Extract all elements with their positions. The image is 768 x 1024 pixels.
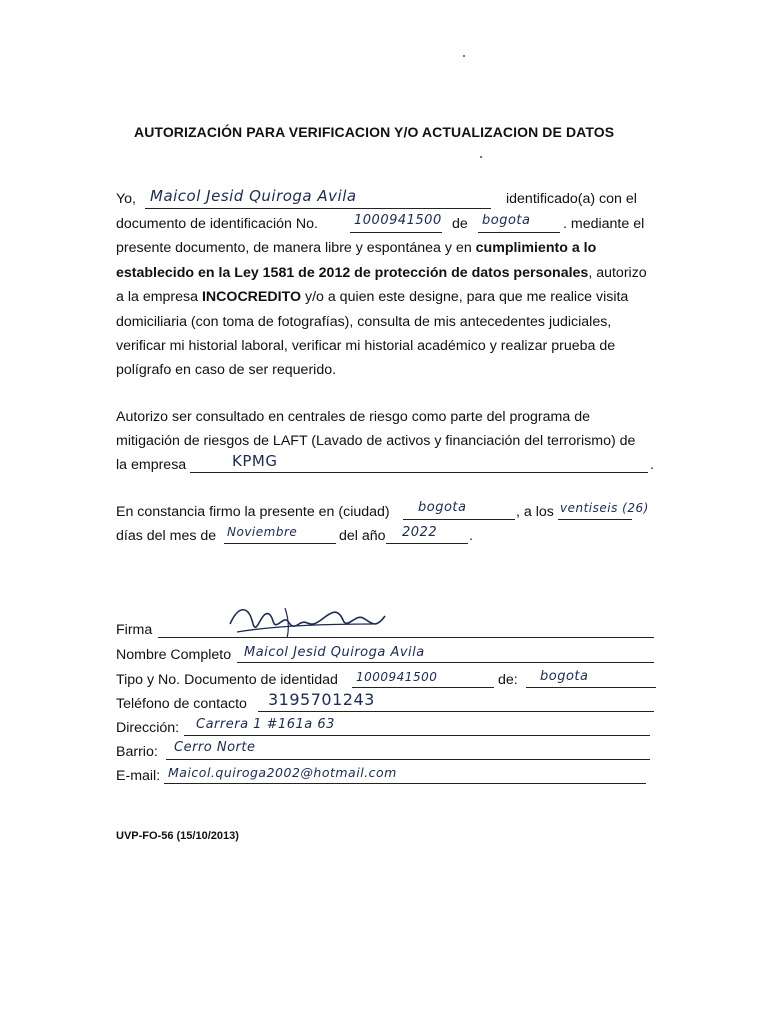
signature <box>225 600 395 642</box>
p1-doc-label: documento de identificación No. <box>116 216 318 232</box>
document-title: AUTORIZACIÓN PARA VERIFICACION Y/O ACTUALIZACION DE DATOS <box>134 124 615 140</box>
month-handwritten: Noviembre <box>227 525 298 539</box>
tipo-handwritten: 1000941500 <box>356 670 438 684</box>
p3-city-handwritten: bogota <box>418 500 467 515</box>
name-handwritten: Maicol Jesid Quiroga Avila <box>150 187 357 205</box>
barrio-line <box>166 759 650 760</box>
dir-line <box>184 735 650 736</box>
p1-line8: polígrafo en caso de ser requerido. <box>116 362 337 378</box>
company-handwritten: KPMG <box>232 452 278 470</box>
p3-del-ano: del año <box>339 528 386 544</box>
p3-a-los: , a los <box>516 504 554 520</box>
doc-number-line <box>350 232 442 233</box>
p1-identified: identificado(a) con el <box>506 191 637 207</box>
city-line <box>478 232 560 233</box>
de-label: de: <box>498 672 518 688</box>
p1-yo: Yo, <box>116 191 136 207</box>
form-code: UVP-FO-56 (15/10/2013) <box>116 830 239 842</box>
p3-end: . <box>469 528 473 544</box>
speck <box>480 156 482 158</box>
year-line <box>386 543 468 544</box>
year-handwritten: 2022 <box>402 525 438 540</box>
p1-line3: presente documento, de manera libre y espontánea y en cumplimiento a lo <box>116 240 597 256</box>
de-line <box>526 687 656 688</box>
company-line <box>190 472 648 473</box>
barrio-handwritten: Cerro Norte <box>174 740 256 755</box>
p1-line5: a la empresa INCOCREDITO y/o a quien este designe, para que me realice visita <box>116 289 629 305</box>
p3-city-line <box>403 519 515 520</box>
email-handwritten: Maicol.quiroga2002@hotmail.com <box>168 765 397 780</box>
de-handwritten: bogota <box>540 669 589 684</box>
nombre-line <box>237 662 654 663</box>
days-line <box>558 519 632 520</box>
name-line <box>145 208 491 209</box>
p2-line1: Autorizo ser consultado en centrales de riesgo como parte del programa de <box>116 409 590 425</box>
p2-line2: mitigación de riesgos de LAFT (Lavado de activos y financiación del terrorismo) de <box>116 433 636 449</box>
tipo-label: Tipo y No. Documento de identidad <box>116 672 338 688</box>
doc-number-handwritten: 1000941500 <box>354 213 442 228</box>
speck <box>463 55 465 57</box>
p1-line7: verificar mi historial laboral, verificar mi historial académico y realizar prueba de <box>116 338 616 354</box>
p1-de: de <box>452 216 468 232</box>
dir-handwritten: Carrera 1 #161a 63 <box>196 717 335 732</box>
nombre-label: Nombre Completo <box>116 647 232 663</box>
days-handwritten: ventiseis (26) <box>560 501 649 515</box>
p1-line6: domiciliaria (con toma de fotografías), consulta de mis antecedentes judiciales, <box>116 314 612 330</box>
tel-line <box>258 711 654 712</box>
tel-label: Teléfono de contacto <box>116 696 247 712</box>
p1-line4: establecido en la Ley 1581 de 2012 de protección de datos personales, autorizo <box>116 265 647 281</box>
p1-mediante: . mediante el <box>563 216 645 232</box>
tel-handwritten: 3195701243 <box>268 690 375 709</box>
p3-line2: días del mes de <box>116 528 217 544</box>
barrio-label: Barrio: <box>116 744 158 760</box>
dir-label: Dirección: <box>116 720 180 736</box>
tipo-line <box>352 687 494 688</box>
month-line <box>224 543 336 544</box>
p2-end: . <box>650 457 654 473</box>
email-line <box>164 783 646 784</box>
p2-line3: la empresa <box>116 457 187 473</box>
email-label: E-mail: <box>116 768 161 784</box>
firma-label: Firma <box>116 622 153 638</box>
nombre-handwritten: Maicol Jesid Quiroga Avila <box>244 645 425 660</box>
city-handwritten: bogota <box>482 213 531 228</box>
p3-line1: En constancia firmo la presente en (ciudad) <box>116 504 390 520</box>
